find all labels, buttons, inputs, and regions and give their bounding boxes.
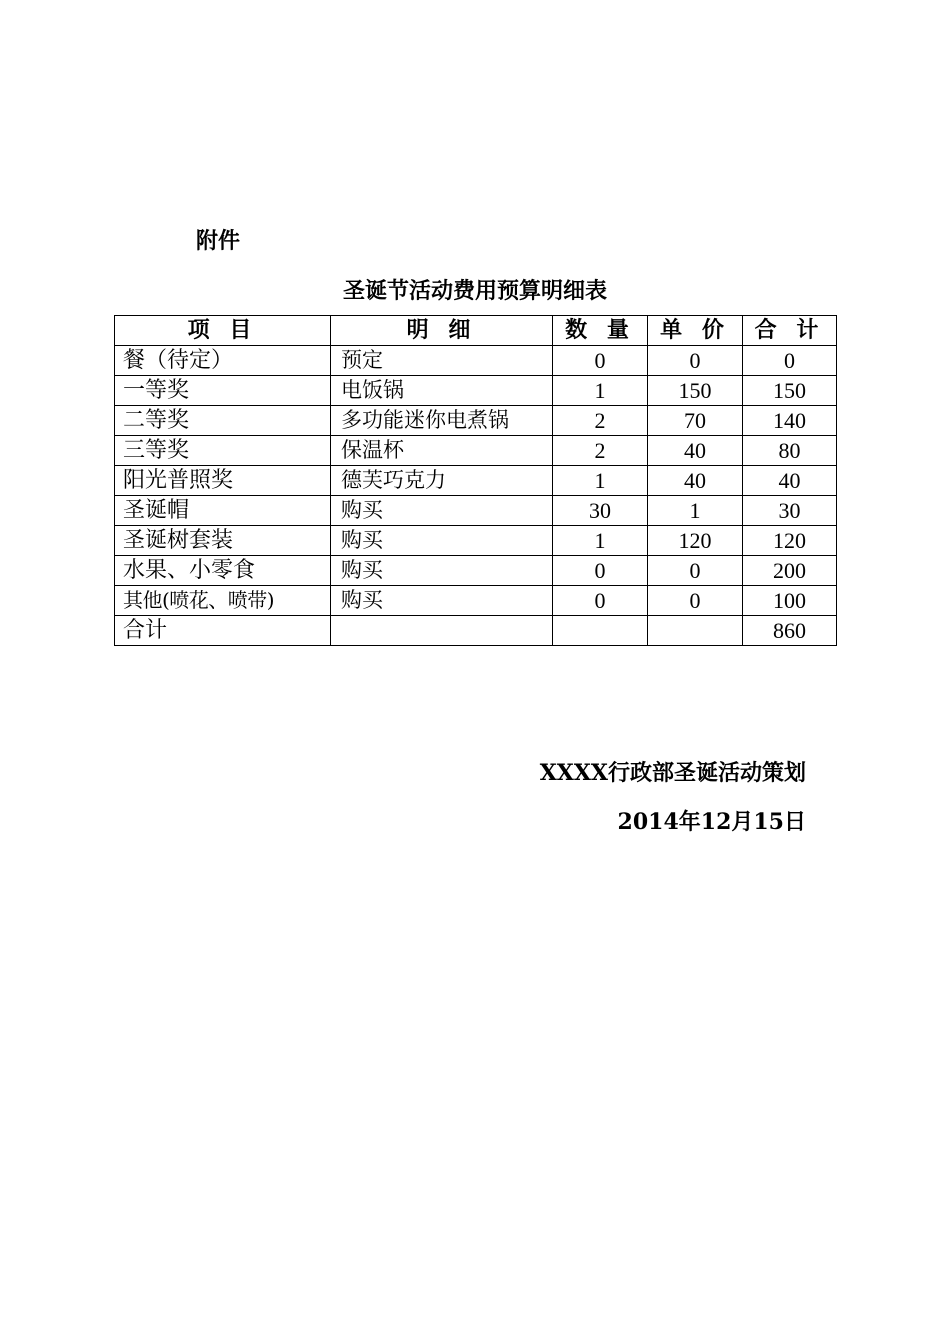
cell-subtotal: 200 <box>743 556 837 586</box>
cell-subtotal: 150 <box>743 376 837 406</box>
cell-unit-price: 70 <box>648 406 743 436</box>
cell-detail: 购买 <box>331 556 553 586</box>
cell-item: 三等奖 <box>115 436 331 466</box>
cell-detail: 预定 <box>331 346 553 376</box>
cell-unit-price: 0 <box>648 346 743 376</box>
cell-detail: 多功能迷你电煮锅 <box>331 406 553 436</box>
cell-detail: 购买 <box>331 526 553 556</box>
cell-item: 圣诞帽 <box>115 496 331 526</box>
cell-subtotal: 120 <box>743 526 837 556</box>
cell-total-label: 合计 <box>115 616 331 646</box>
cell-subtotal: 40 <box>743 466 837 496</box>
cell-quantity: 0 <box>553 346 648 376</box>
document-title: 圣诞节活动费用预算明细表 <box>342 279 607 304</box>
cell-quantity: 0 <box>553 586 648 616</box>
cell-total-quantity <box>553 616 648 646</box>
header-detail: 明 细 <box>331 316 553 346</box>
table-row <box>115 526 837 556</box>
table-row <box>115 466 837 496</box>
cell-subtotal: 100 <box>743 586 837 616</box>
cell-quantity: 2 <box>553 436 648 466</box>
cell-subtotal: 30 <box>743 496 837 526</box>
cell-quantity: 30 <box>553 496 648 526</box>
cell-total-unit-price <box>648 616 743 646</box>
cell-subtotal: 0 <box>743 346 837 376</box>
header-unit-price: 单 价 <box>648 316 743 346</box>
table-row <box>115 496 837 526</box>
header-quantity: 数 量 <box>553 316 648 346</box>
table-row <box>115 406 837 436</box>
attachment-label: 附件 <box>196 229 241 254</box>
table-row <box>115 376 837 406</box>
cell-unit-price: 120 <box>648 526 743 556</box>
table-row <box>115 346 837 376</box>
cell-unit-price: 1 <box>648 496 743 526</box>
table-row <box>115 556 837 586</box>
cell-unit-price: 40 <box>648 436 743 466</box>
cell-detail: 电饭锅 <box>331 376 553 406</box>
table-row <box>115 586 837 616</box>
cell-total-detail <box>331 616 553 646</box>
cell-unit-price: 0 <box>648 586 743 616</box>
cell-unit-price: 0 <box>648 556 743 586</box>
cell-unit-price: 150 <box>648 376 743 406</box>
cell-item: 其他(喷花、喷带) <box>115 586 331 616</box>
cell-detail: 保温杯 <box>331 436 553 466</box>
cell-detail: 购买 <box>331 496 553 526</box>
cell-item: 圣诞树套装 <box>115 526 331 556</box>
cell-item: 阳光普照奖 <box>115 466 331 496</box>
cell-detail: 购买 <box>331 586 553 616</box>
cell-item: 一等奖 <box>115 376 331 406</box>
cell-item: 水果、小零食 <box>115 556 331 586</box>
header-item: 项 目 <box>115 316 331 346</box>
cell-quantity: 1 <box>553 466 648 496</box>
cell-quantity: 1 <box>553 526 648 556</box>
cell-item: 餐（待定） <box>115 346 331 376</box>
signature-date: 2014年12月15日 <box>617 809 806 835</box>
cell-quantity: 0 <box>553 556 648 586</box>
signature-department: XXXX行政部圣诞活动策划 <box>539 760 806 786</box>
cell-quantity: 1 <box>553 376 648 406</box>
cell-quantity: 2 <box>553 406 648 436</box>
cell-unit-price: 40 <box>648 466 743 496</box>
cell-total-amount: 860 <box>743 616 837 646</box>
table-header-row <box>115 316 837 346</box>
cell-item: 二等奖 <box>115 406 331 436</box>
header-subtotal: 合 计 <box>743 316 837 346</box>
table-row <box>115 436 837 466</box>
table-total-row <box>115 616 837 646</box>
cell-subtotal: 140 <box>743 406 837 436</box>
budget-table <box>114 315 837 646</box>
cell-subtotal: 80 <box>743 436 837 466</box>
cell-detail: 德芙巧克力 <box>331 466 553 496</box>
